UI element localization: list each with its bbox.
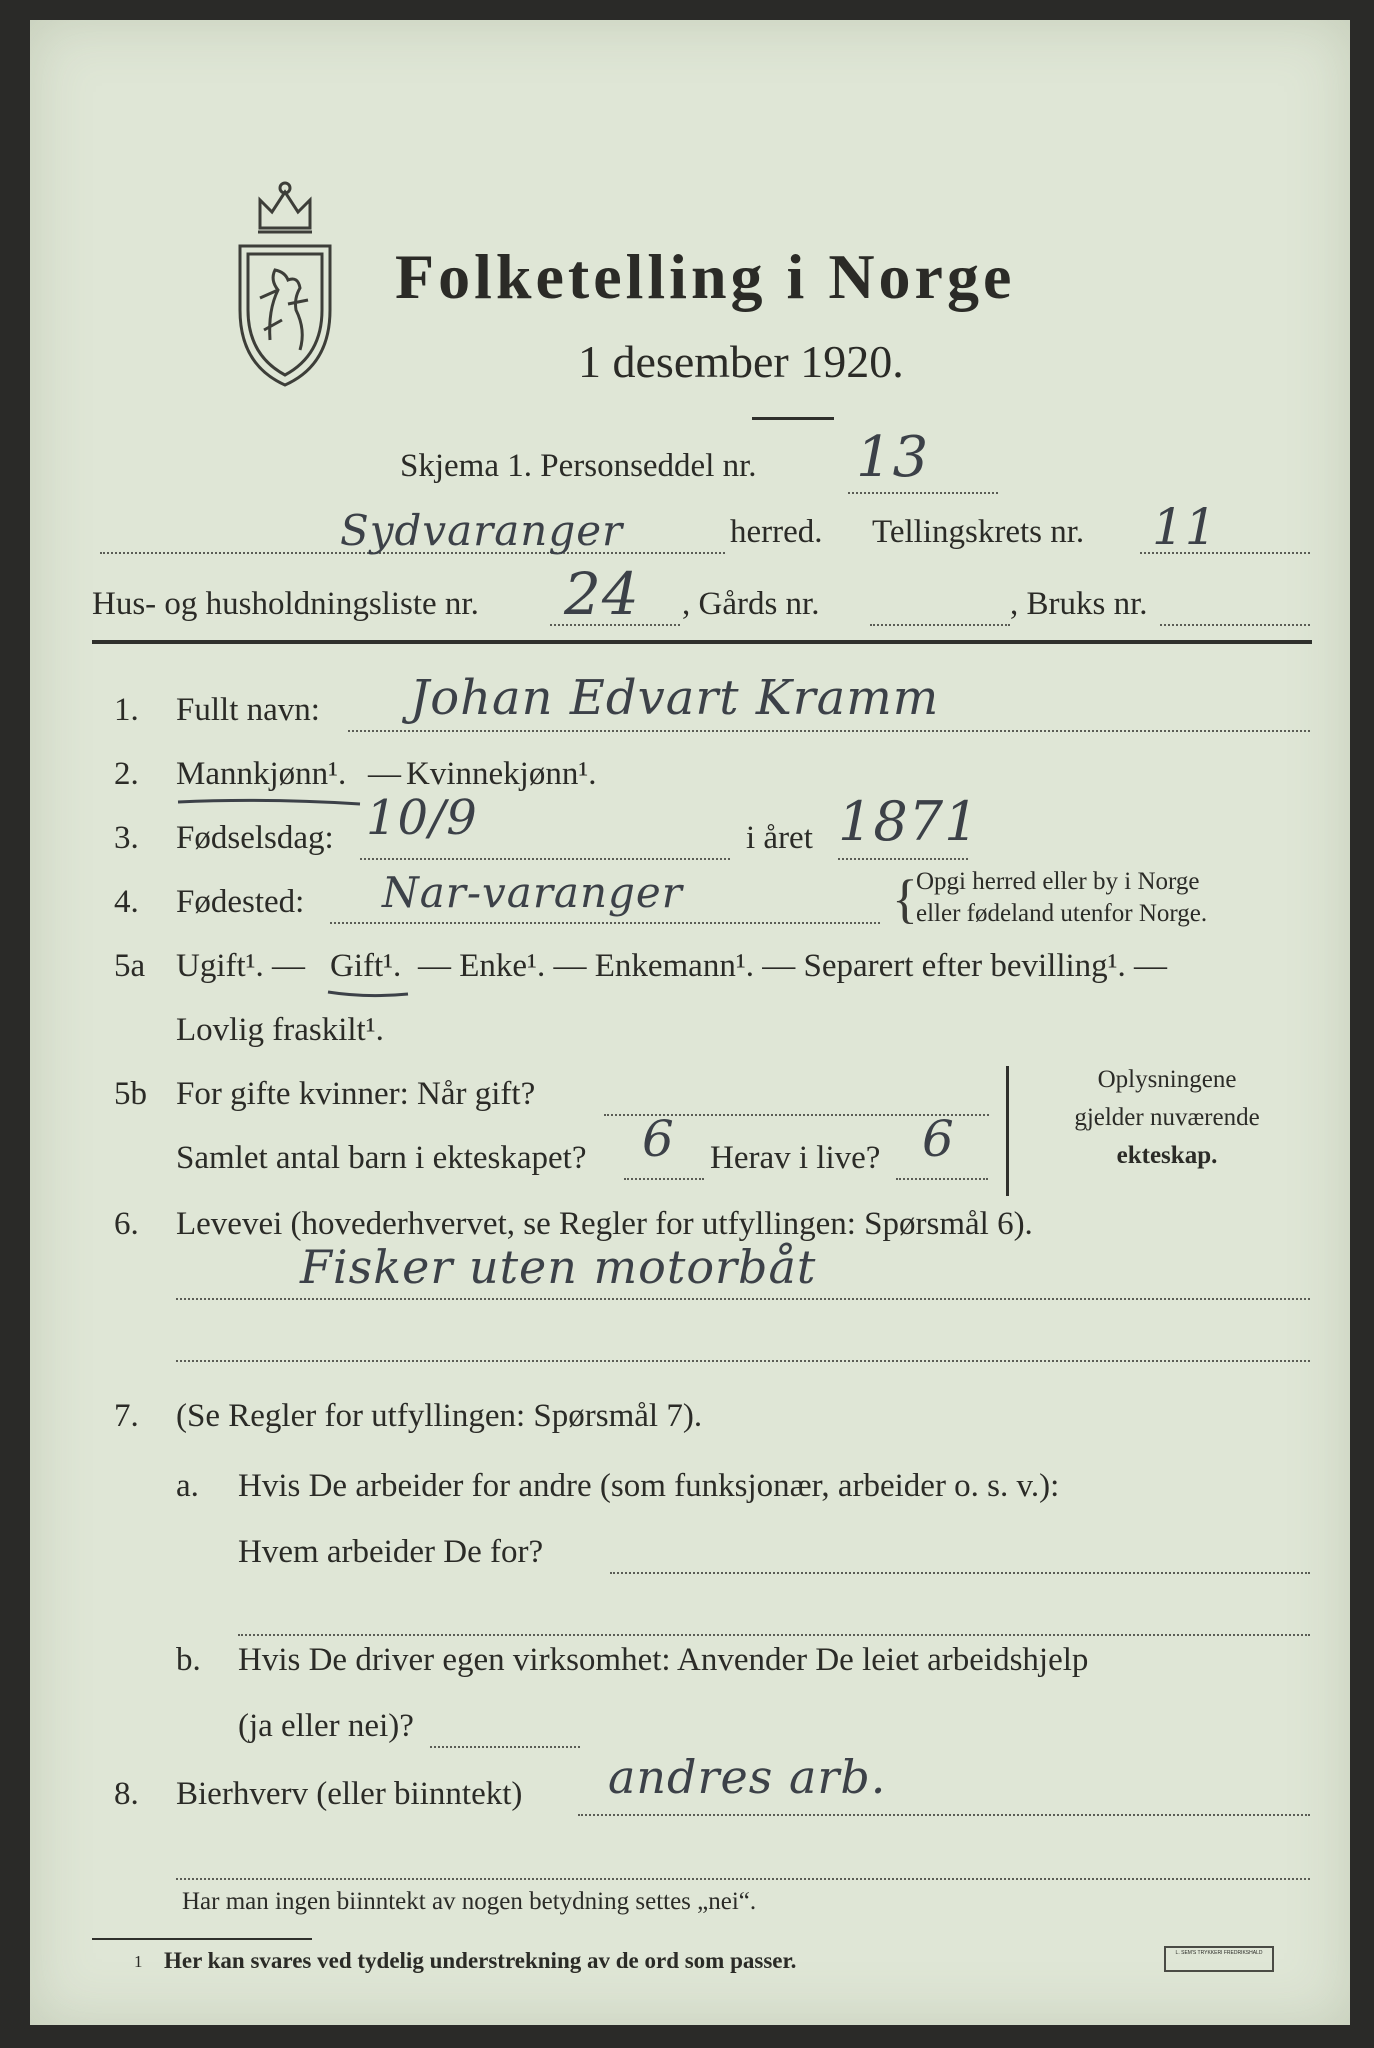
q2-male-underline — [176, 796, 362, 808]
q1-label: Fullt navn: — [176, 692, 320, 728]
q8-value: andres arb. — [608, 1750, 887, 1804]
q7b-text: Hvis De driver egen virksomhet: Anvender De leiet arbeidshjelp — [238, 1642, 1089, 1678]
schema-label: Skjema 1. Personseddel nr. — [400, 448, 757, 484]
q5a-options: — Enke¹. — Enkemann¹. — Separert efter bevilling¹. — — [418, 948, 1168, 984]
q5a-gift: Gift¹. — [330, 948, 402, 984]
q2-male: Mannkjønn¹. — [176, 756, 347, 792]
bruks-line — [1160, 624, 1310, 626]
q6-label: Levevei (hovederhvervet, se Regler for utfyllingen: Spørsmål 6). — [176, 1206, 1033, 1242]
q3-year-label: i året — [746, 820, 813, 856]
q8-number: 8. — [114, 1776, 139, 1812]
q5a-number: 5a — [114, 948, 146, 984]
q5b-note-line3: ekteskap. — [1116, 1142, 1218, 1169]
q7-number: 7. — [114, 1398, 139, 1434]
printer-stamp: L. SEM'S TRYKKERI FREDRIKSHALD — [1164, 1946, 1274, 1972]
q3-year: 1871 — [838, 790, 980, 853]
q4-brace: { — [892, 869, 918, 929]
q4-line — [330, 922, 880, 924]
q7a-line1 — [610, 1572, 1310, 1574]
q2-female: Kvinnekjønn¹. — [406, 756, 597, 792]
q5a-gift-underline — [326, 988, 410, 1000]
q3-number: 3. — [114, 820, 139, 856]
q5b-alive-label: Herav i live? — [710, 1140, 881, 1176]
census-date: 1 desember 1920. — [578, 336, 904, 387]
footnote-number: 1 — [134, 1952, 143, 1971]
q8-line2 — [176, 1878, 1310, 1880]
q3-day: 10/9 — [366, 790, 478, 846]
q7-label: (Se Regler for utfyllingen: Spørsmål 7). — [176, 1398, 703, 1434]
q4-note-line1: Opgi herred eller by i Norge — [916, 868, 1200, 895]
form-title: Folketelling i Norge — [395, 241, 1016, 312]
gards-label: , Gårds nr. — [682, 586, 820, 622]
krets-label: Tellingskrets nr. — [872, 514, 1085, 550]
q4-label: Fødested: — [176, 884, 305, 920]
q7b-question: (ja eller nei)? — [238, 1708, 414, 1744]
q4-number: 4. — [114, 884, 139, 920]
q5b-number: 5b — [114, 1076, 147, 1112]
q7b-letter: b. — [176, 1642, 201, 1678]
bruks-label: , Bruks nr. — [1010, 586, 1148, 622]
q7a-line2 — [238, 1634, 1310, 1636]
liste-label: Hus- og husholdningsliste nr. — [92, 586, 479, 622]
gards-line — [870, 624, 1010, 626]
census-form — [30, 20, 1350, 2025]
q4-note-line2: eller fødeland utenfor Norge. — [916, 900, 1208, 927]
herred-label: herred. — [730, 514, 823, 550]
q6-value: Fisker uten motorbåt — [300, 1240, 817, 1294]
krets-value: 11 — [1152, 498, 1218, 556]
q4-value: Nar-varanger — [382, 868, 683, 917]
q1-number: 1. — [114, 692, 139, 728]
q5a-ugift: Ugift¹. — — [176, 948, 306, 984]
q5b-label: For gifte kvinner: Når gift? — [176, 1076, 536, 1112]
q5b-alive-value: 6 — [922, 1110, 955, 1168]
norway-coat-of-arms-icon — [230, 180, 340, 390]
q5b-children-line — [624, 1178, 704, 1180]
q1-value: Johan Edvart Kramm — [410, 670, 940, 726]
q2-sep: — — [368, 756, 401, 792]
q5b-bracket — [1006, 1066, 1009, 1196]
q5b-note-line1: Oplysningene — [1097, 1066, 1237, 1093]
herred-value: Sydvaranger — [340, 506, 624, 555]
footnote-text: Her kan svares ved tydelig understrekning av de ord som passer. — [164, 1948, 797, 1973]
person-nr-value: 13 — [856, 425, 930, 490]
q3-label: Fødselsdag: — [176, 820, 334, 856]
person-nr-line — [848, 492, 998, 494]
q6-number: 6. — [114, 1206, 139, 1242]
q5b-children-value: 6 — [642, 1110, 675, 1168]
q7a-text: Hvis De arbeider for andre (som funksjonær, arbeider o. s. v.): — [238, 1468, 1060, 1504]
q5b-note-line2: gjelder nuværende — [1074, 1104, 1260, 1131]
q7a-letter: a. — [176, 1468, 199, 1504]
q7b-line — [430, 1746, 580, 1748]
q3-year-line — [838, 858, 968, 860]
header-rule — [92, 640, 1312, 644]
q6-line2 — [176, 1360, 1310, 1362]
q5b-alive-line — [896, 1178, 988, 1180]
q8-line1 — [578, 1814, 1310, 1816]
q7a-question: Hvem arbeider De for? — [238, 1534, 544, 1570]
q3-day-line — [360, 858, 730, 860]
q5a-line2: Lovlig fraskilt¹. — [176, 1012, 384, 1048]
q5b-children-label: Samlet antal barn i ekteskapet? — [176, 1140, 587, 1176]
q8-label: Bierhverv (eller biinntekt) — [176, 1776, 523, 1812]
q6-line1 — [176, 1298, 1310, 1300]
footnote-rule — [92, 1938, 312, 1940]
q1-line — [348, 730, 1310, 732]
liste-value: 24 — [564, 560, 640, 628]
footer-note: Har man ingen biinntekt av nogen betydning settes „nei“. — [182, 1888, 757, 1915]
q2-number: 2. — [114, 756, 139, 792]
title-divider — [752, 417, 834, 420]
